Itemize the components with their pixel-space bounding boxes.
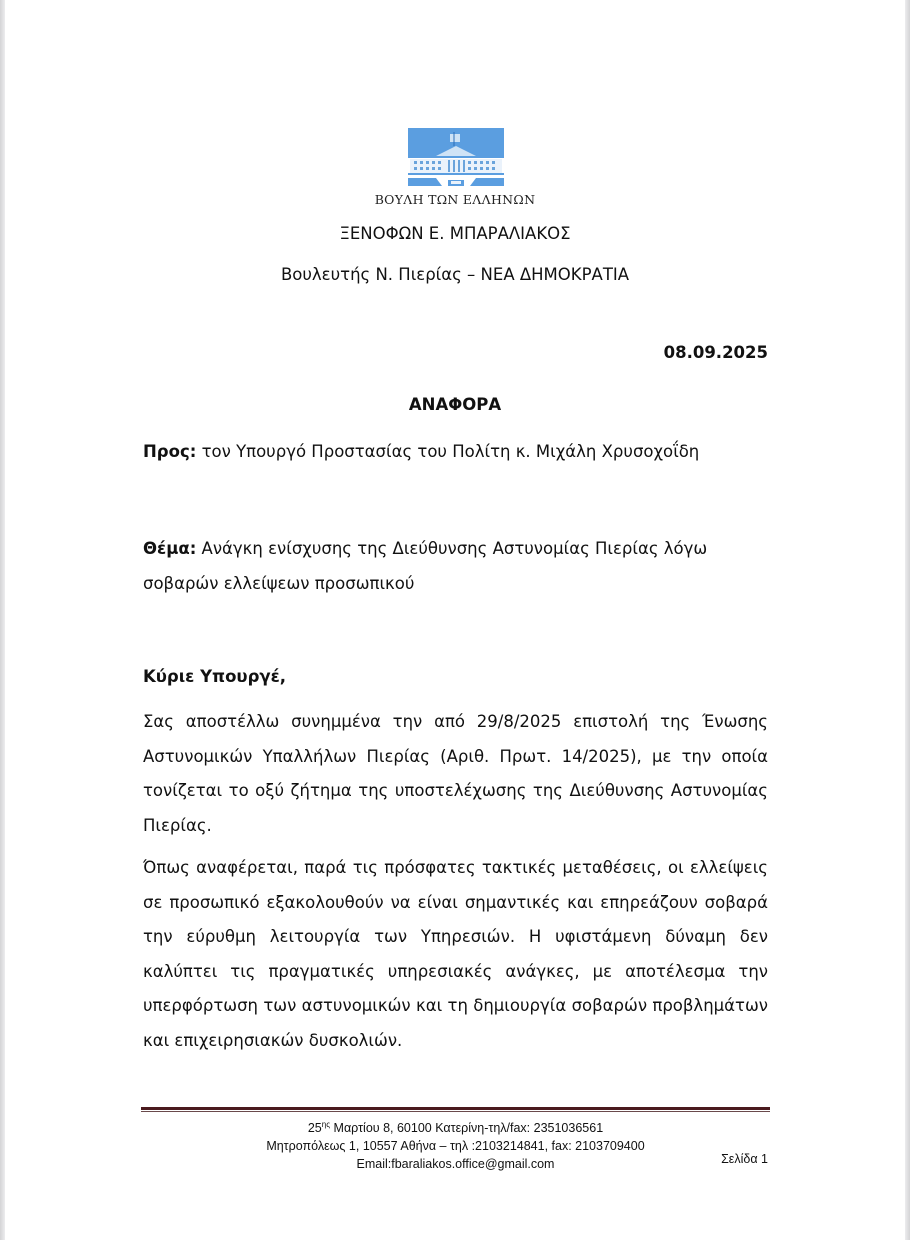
footer-address-athens: Μητροπόλεως 1, 10557 Αθήνα – τηλ :2103214841, fax: 2103709400 xyxy=(266,1139,645,1154)
subject-label: Θέμα: xyxy=(143,539,197,558)
recipient-text: τον Υπουργό Προστασίας του Πολίτη κ. Μιχάλη Χρυσοχοΐδη xyxy=(196,442,700,461)
mp-name: ΞΕΝΟΦΩΝ Ε. ΜΠΑΡΑΛΙΑΚΟΣ xyxy=(339,224,571,243)
page-edge-right xyxy=(905,0,910,1240)
page-number: Σελίδα 1 xyxy=(721,1152,768,1166)
subject-text: Ανάγκη ενίσχυσης της Διεύθυνσης Αστυνομίας Πιερίας λόγω σοβαρών ελλείψεων προσωπικού xyxy=(143,539,708,593)
footer-address-katerini: $25^{\eta\varsigma}$ Μαρτίου 8, 60100 Κατερίνη-τηλ/fax: 2351036561 xyxy=(307,1120,604,1136)
body-paragraph: Όπως αναφέρεται, παρά τις πρόσφατες τακτικές μεταθέσεις, οι ελλείψεις σε προσωπικό εξακολουθούν να είναι σημαντικές και επηρεάζουν σοβαρά την εύρυθμη λειτουργία των Υπηρεσιών. Η υφιστάμενη δύναμη δεν καλύπτει τις πραγματικές υπηρεσιακές ανάγκες, με αποτέλεσμα την υπερφόρτωση των αστυνομικών και τη δημιουργία σοβαρών προβλημάτων και επιχειρησιακών δυσκολιών. xyxy=(143,858,768,1050)
subject-line xyxy=(143,532,768,601)
footer-contact xyxy=(141,1116,770,1173)
parliament-name: ΒΟΥΛΗ ΤΩΝ ΕΛΛΗΝΩΝ xyxy=(374,192,536,207)
footer-email: Email:fbaraliakos.office@gmail.com xyxy=(356,1157,555,1172)
body-paragraph: Σας αποστέλλω συνημμένα την από 29/8/2025 επιστολή της Ένωσης Αστυνομικών Υπαλλήλων Πιερίας (Αριθ. Πρωτ. 14/2025), με την οποία τονίζεται το οξύ ζήτημα της υποστελέχωσης της Διεύθυνσης Αστυνομίας Πιερίας. xyxy=(143,712,768,835)
document-date: 08.09.2025 xyxy=(663,343,768,362)
recipient-label: Προς: xyxy=(143,442,197,461)
footer-divider xyxy=(141,1107,770,1113)
mp-role: Βουλευτής Ν. Πιερίας – ΝΕΑ ΔΗΜΟΚΡΑΤΙΑ xyxy=(280,265,630,284)
document-type-title: ΑΝΑΦΟΡΑ xyxy=(408,395,502,414)
hellenic-parliament-logo-icon xyxy=(406,126,506,188)
salutation: Κύριε Υπουργέ, xyxy=(143,667,287,686)
recipient-line xyxy=(143,435,768,470)
